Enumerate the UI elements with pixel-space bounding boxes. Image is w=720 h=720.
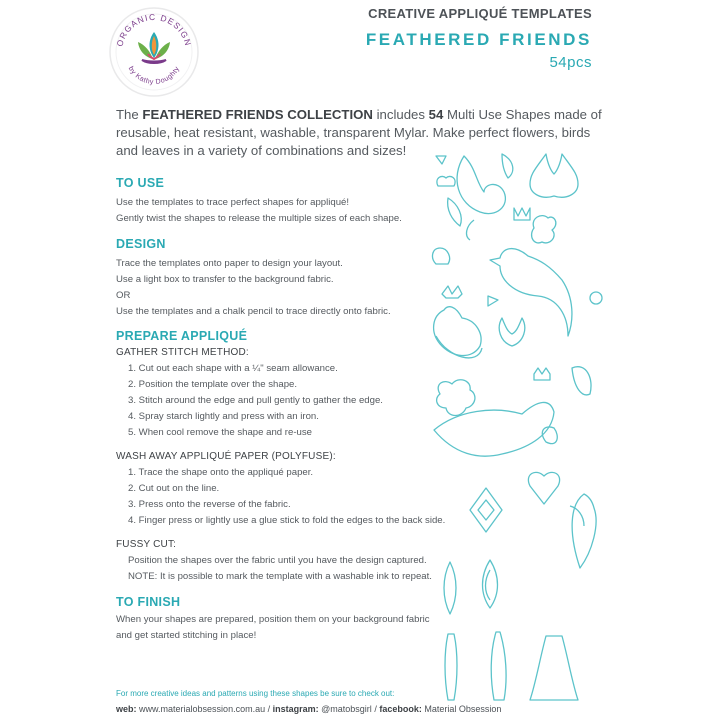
tall-leaf-shape bbox=[444, 562, 456, 614]
design-line: Use a light box to transfer to the background fabric. bbox=[116, 274, 334, 285]
long-bird-shape bbox=[434, 402, 554, 456]
petal-long-shape-2 bbox=[491, 632, 506, 700]
intro-post: Multi Use Shapes made of reusable, heat resistant, washable, transparent Mylar. Make perfect flowers, birds and leaves in a variety of combinations and sizes! bbox=[116, 107, 602, 158]
tulip-small-shape bbox=[499, 318, 525, 346]
leaf-shape bbox=[502, 154, 513, 178]
circle-shape bbox=[590, 292, 602, 304]
crown-shape bbox=[514, 208, 530, 220]
cloud-shape bbox=[437, 176, 455, 186]
promo-text: For more creative ideas and patterns using these shapes be sure to check out: bbox=[116, 689, 395, 698]
web-link[interactable]: www.materialobsession.com.au bbox=[139, 704, 266, 714]
prepare-heading: PREPARE APPLIQUÉ bbox=[116, 329, 248, 343]
diamond-shape bbox=[470, 488, 502, 532]
finish-line: and get started stitching in place! bbox=[116, 630, 257, 641]
wash-step: 3. Press onto the reverse of the fabric. bbox=[128, 499, 291, 510]
instructions-column bbox=[116, 176, 446, 644]
heart-shape bbox=[528, 472, 559, 504]
intro-number: 54 bbox=[428, 107, 444, 122]
wash-step: 4. Finger press or lightly use a glue stick to fold the edges to the back side. bbox=[128, 515, 446, 526]
petal-long-shape bbox=[445, 634, 457, 700]
fussy-line: Position the shapes over the fabric until you have the design captured. bbox=[128, 555, 427, 566]
gather-step: 4. Spray starch lightly and press with an iron. bbox=[128, 411, 319, 422]
fussy-line: NOTE: It is possible to mark the template with a washable ink to repeat. bbox=[128, 571, 432, 582]
tall-bird-shape bbox=[572, 494, 596, 568]
gather-step: 1. Cut out each shape with a ¼" seam allowance. bbox=[128, 363, 338, 374]
wash-step: 2. Cut out on the line. bbox=[128, 483, 220, 494]
arrow-shape bbox=[488, 296, 498, 306]
facebook-label: facebook: bbox=[379, 704, 422, 714]
intro-pre: The bbox=[116, 107, 143, 122]
intro-collection: FEATHERED FRIENDS COLLECTION bbox=[142, 107, 373, 122]
header-kicker: CREATIVE APPLIQUÉ TEMPLATES bbox=[368, 6, 592, 21]
logo-top-text: ORGANIC DESIGN bbox=[114, 11, 194, 48]
arch-shape bbox=[433, 248, 450, 264]
header-title: FEATHERED FRIENDS bbox=[365, 30, 592, 49]
footer-separator: / bbox=[374, 704, 380, 714]
header bbox=[366, 6, 592, 71]
oak-leaf-shape bbox=[532, 216, 556, 243]
stem-shape bbox=[467, 220, 474, 240]
logo-badge-icon bbox=[108, 6, 200, 98]
intro-mid: includes bbox=[372, 107, 429, 122]
template-shapes-illustration bbox=[418, 148, 618, 710]
gather-step: 5. When cool remove the shape and re-use bbox=[128, 427, 312, 438]
design-line: OR bbox=[116, 290, 131, 301]
design-line: Trace the templates onto paper to design your layout. bbox=[116, 258, 343, 269]
facebook-link[interactable]: Material Obsession bbox=[424, 704, 502, 714]
design-line: Use the templates and a chalk pencil to trace directly onto fabric. bbox=[116, 306, 391, 317]
organic-design-logo bbox=[108, 6, 200, 98]
finish-line: When your shapes are prepared, position them on your background fabric bbox=[116, 614, 430, 625]
crown-small-shape bbox=[534, 368, 550, 380]
to-use-line: Gently twist the shapes to release the multiple sizes of each shape. bbox=[116, 213, 402, 224]
gather-step: 3. Stitch around the edge and pull gently to gather the edge. bbox=[128, 395, 383, 406]
leaf-vein-shape bbox=[486, 570, 491, 600]
finish-heading: TO FINISH bbox=[116, 595, 181, 609]
leaf-small-shape bbox=[572, 367, 591, 395]
bird-body-shape bbox=[490, 249, 572, 336]
petal-shape bbox=[448, 198, 462, 226]
wash-title: WASH AWAY APPLIQUÉ PAPER (POLYFUSE): bbox=[116, 451, 336, 462]
gather-step: 2. Position the template over the shape. bbox=[128, 379, 298, 390]
to-use-line: Use the templates to trace perfect shapes for appliqué! bbox=[116, 197, 350, 208]
web-label: web: bbox=[116, 704, 137, 714]
instagram-link[interactable]: @matobsgirl bbox=[321, 704, 372, 714]
flower-shape bbox=[437, 380, 475, 416]
design-heading: DESIGN bbox=[116, 237, 166, 251]
applique-shapes-icon bbox=[418, 148, 618, 710]
footer-separator: / bbox=[267, 704, 273, 714]
footer-links bbox=[116, 704, 501, 714]
gather-title: GATHER STITCH METHOD: bbox=[116, 347, 249, 358]
wash-step: 1. Trace the shape onto the appliqué paper. bbox=[128, 467, 314, 478]
vase-shape bbox=[530, 636, 578, 700]
tulip-shape bbox=[530, 154, 578, 197]
small-crown-shape bbox=[442, 286, 462, 298]
logo-bottom-text: by Kathy Doughty bbox=[126, 65, 182, 87]
to-use-heading: TO USE bbox=[116, 176, 165, 190]
diamond-inner-shape bbox=[478, 500, 494, 520]
leaf-medium-shape bbox=[483, 560, 498, 608]
instagram-label: instagram: bbox=[272, 704, 319, 714]
bird-shape bbox=[434, 307, 481, 356]
piece-count: 54pcs bbox=[549, 54, 592, 71]
small-triangle-shape bbox=[436, 156, 446, 164]
bird-head-shape bbox=[457, 156, 505, 214]
heart-small-shape bbox=[542, 427, 557, 444]
fussy-title: FUSSY CUT: bbox=[116, 539, 177, 550]
